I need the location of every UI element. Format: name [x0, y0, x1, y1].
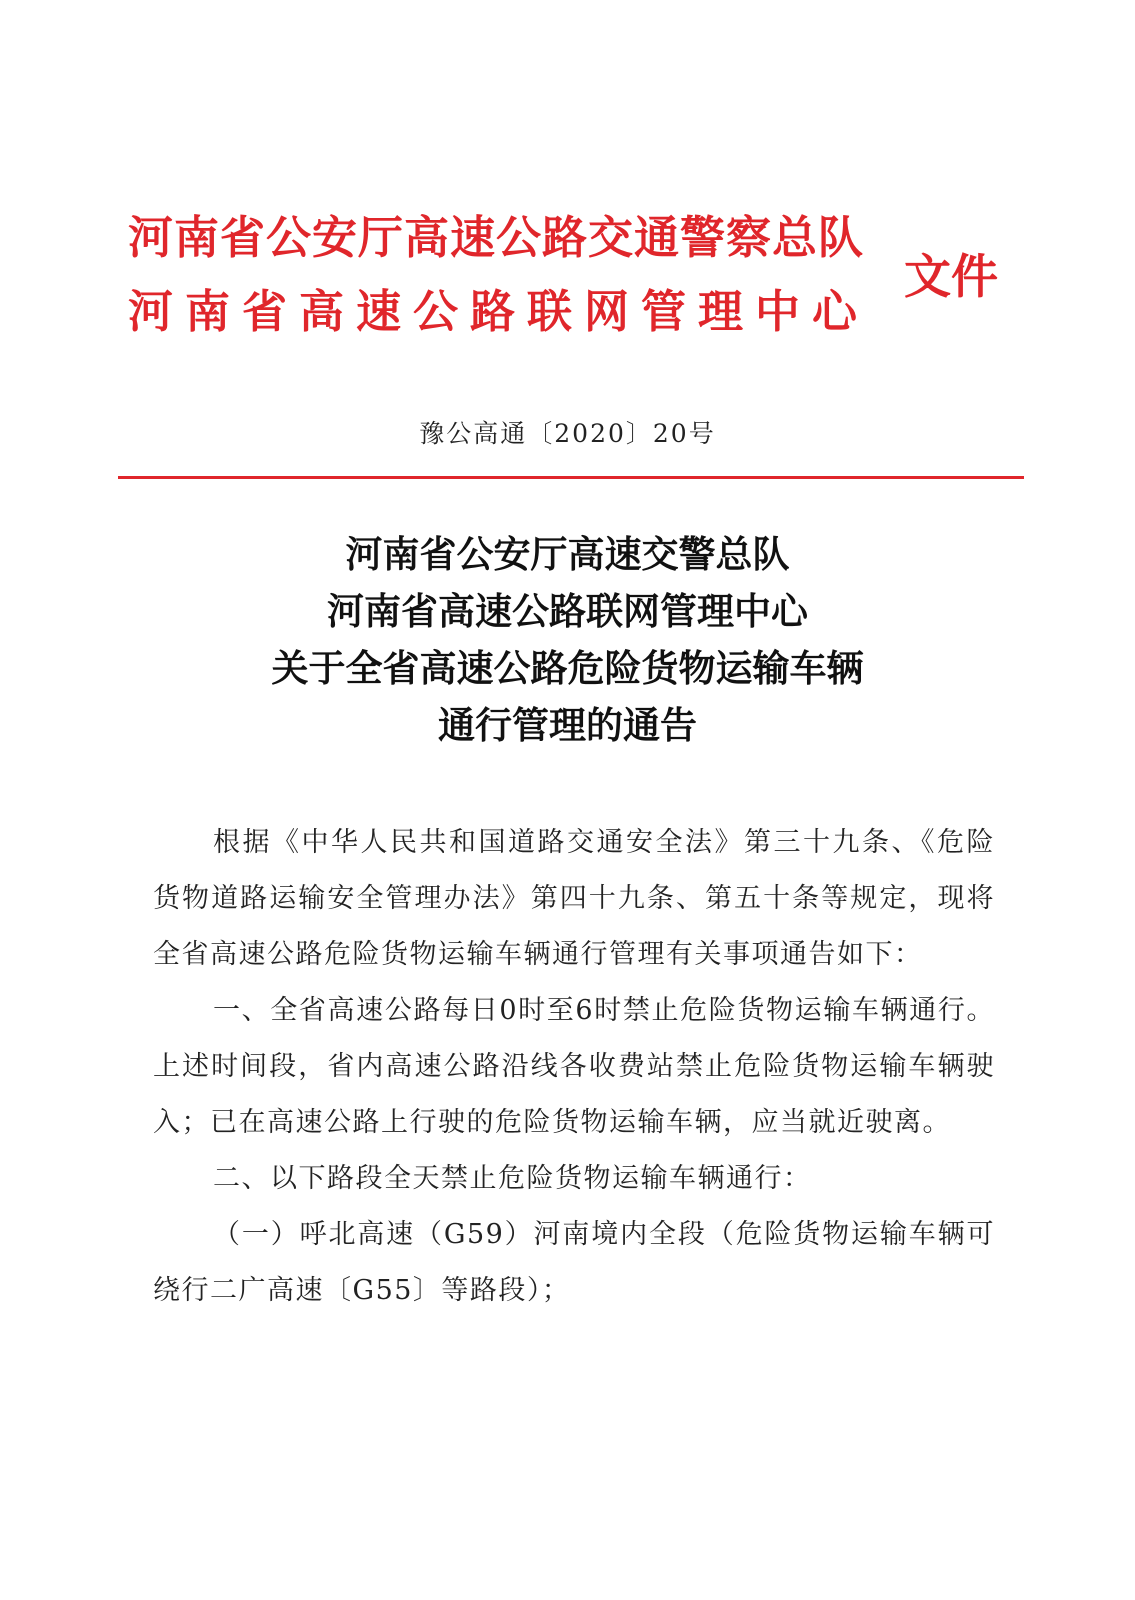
doc-type-suffix: 文件 [904, 250, 998, 305]
body-paragraph-preamble: 根据《中华人民共和国道路交通安全法》第三十九条、《危险货物道路运输安全管理办法》第四十九条、第五十条等规定，现将全省高速公路危险货物运输车辆通行管理有关事项通告如下： [153, 827, 995, 970]
issuer-line-1: 河南省公安厅高速公路交通警察总队 [128, 211, 865, 264]
title-line: 河南省高速公路联网管理中心 [327, 589, 808, 633]
body-paragraph-item-1: 一、全省高速公路每日0时至6时禁止危险货物运输车辆通行。上述时间段，省内高速公路沿线各收费站禁止危险货物运输车辆驶入；已在高速公路上行驶的危险货物运输车辆，应当就近驶离。 [153, 995, 995, 1138]
title-line: 关于全省高速公路危险货物运输车辆 [271, 646, 864, 690]
red-divider [118, 476, 1024, 479]
document-body [153, 815, 995, 1319]
issuer-line-2: 河南省高速公路联网管理中心 [128, 285, 870, 338]
issuer-lines [128, 212, 898, 348]
document-number: 豫公高通〔2020〕20号 [419, 419, 716, 448]
red-header [128, 212, 1008, 352]
title-line: 河南省公安厅高速交警总队 [345, 532, 790, 576]
title-line: 通行管理的通告 [438, 703, 697, 747]
body-paragraph-subitem-1: （一）呼北高速（G59）河南境内全段（危险货物运输车辆可绕行二广高速〔G55〕等路段）； [153, 1219, 995, 1306]
body-paragraph-item-2: 二、以下路段全天禁止危险货物运输车辆通行： [213, 1163, 812, 1194]
document-title [0, 526, 1135, 754]
